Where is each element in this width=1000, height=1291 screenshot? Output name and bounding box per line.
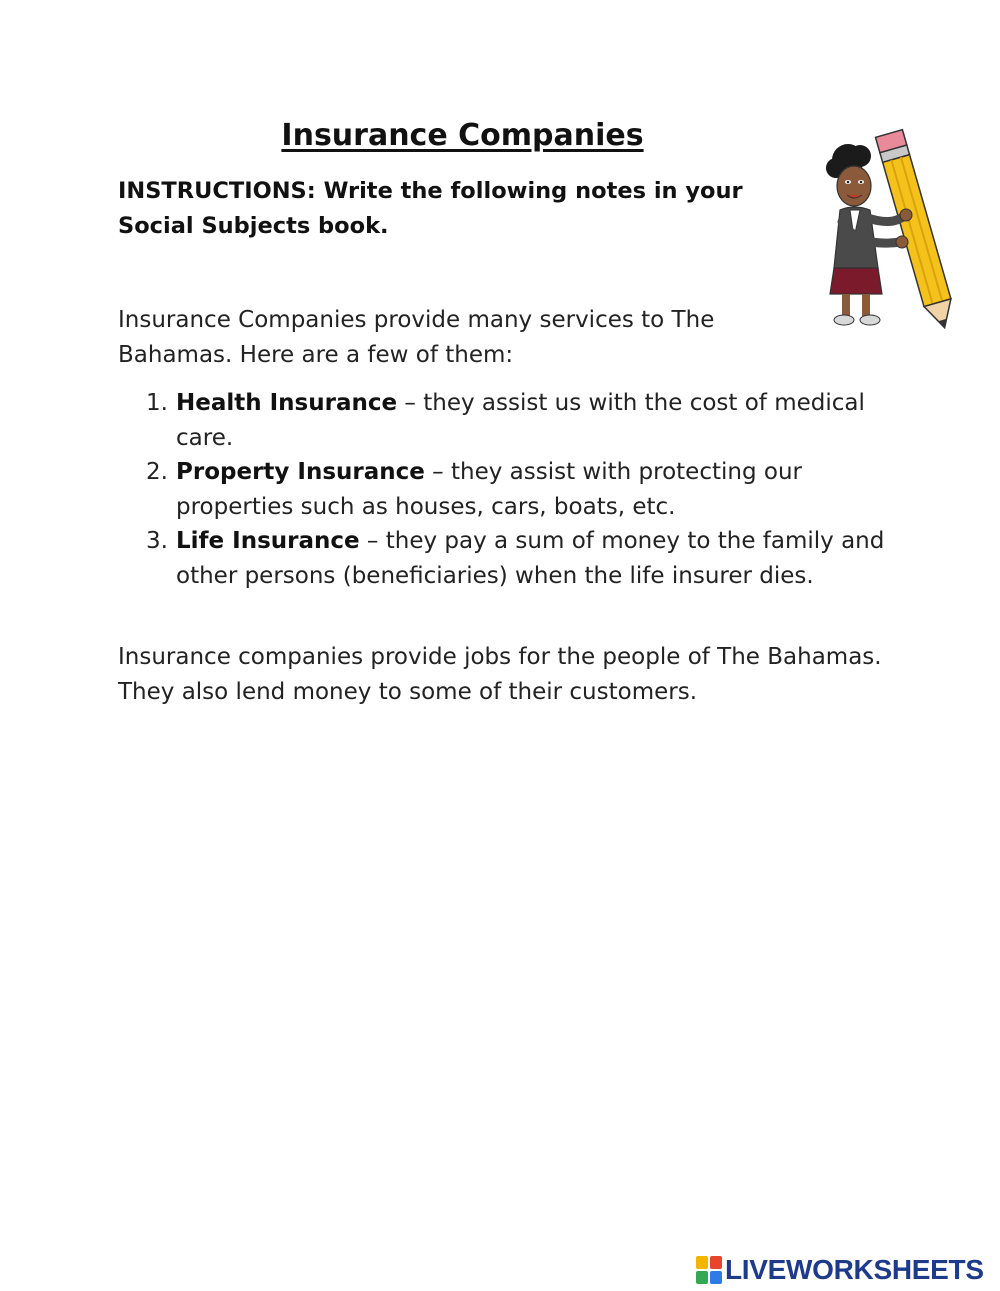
liveworksheets-brand-text: LIVEWORKSHEETS (725, 1254, 984, 1285)
list-item-description: – they assist us with the cost of medical care. (176, 390, 865, 451)
liveworksheets-logo (696, 1254, 984, 1286)
page-title: Insurance Companies (281, 118, 644, 153)
list-item-term: Property Insurance (176, 459, 425, 485)
list-item-description: – they assist with protecting our properties such as houses, cars, boats, etc. (176, 459, 802, 520)
closing-paragraph: Insurance companies provide jobs for the people of The Bahamas. They also lend money to some of their customers. (118, 644, 882, 705)
list-item-number: 3. (146, 528, 168, 554)
liveworksheets-logo-icon (696, 1256, 722, 1284)
list-item-number: 1. (146, 390, 168, 416)
instructions-text: INSTRUCTIONS: Write the following notes in your Social Subjects book. (118, 178, 743, 239)
list-item-term: Health Insurance (176, 390, 398, 416)
services-list (118, 386, 898, 593)
list-item-term: Life Insurance (176, 528, 360, 554)
list-item (118, 455, 898, 524)
intro-paragraph: Insurance Companies provide many services to The Bahamas. Here are a few of them: (118, 307, 715, 368)
list-item-description: – they pay a sum of money to the family and other persons (beneficiaries) when the life insurer dies. (176, 528, 885, 589)
teacher-with-pencil-icon (820, 118, 960, 338)
list-item (118, 386, 898, 455)
list-item-number: 2. (146, 459, 168, 485)
list-item (118, 524, 898, 593)
